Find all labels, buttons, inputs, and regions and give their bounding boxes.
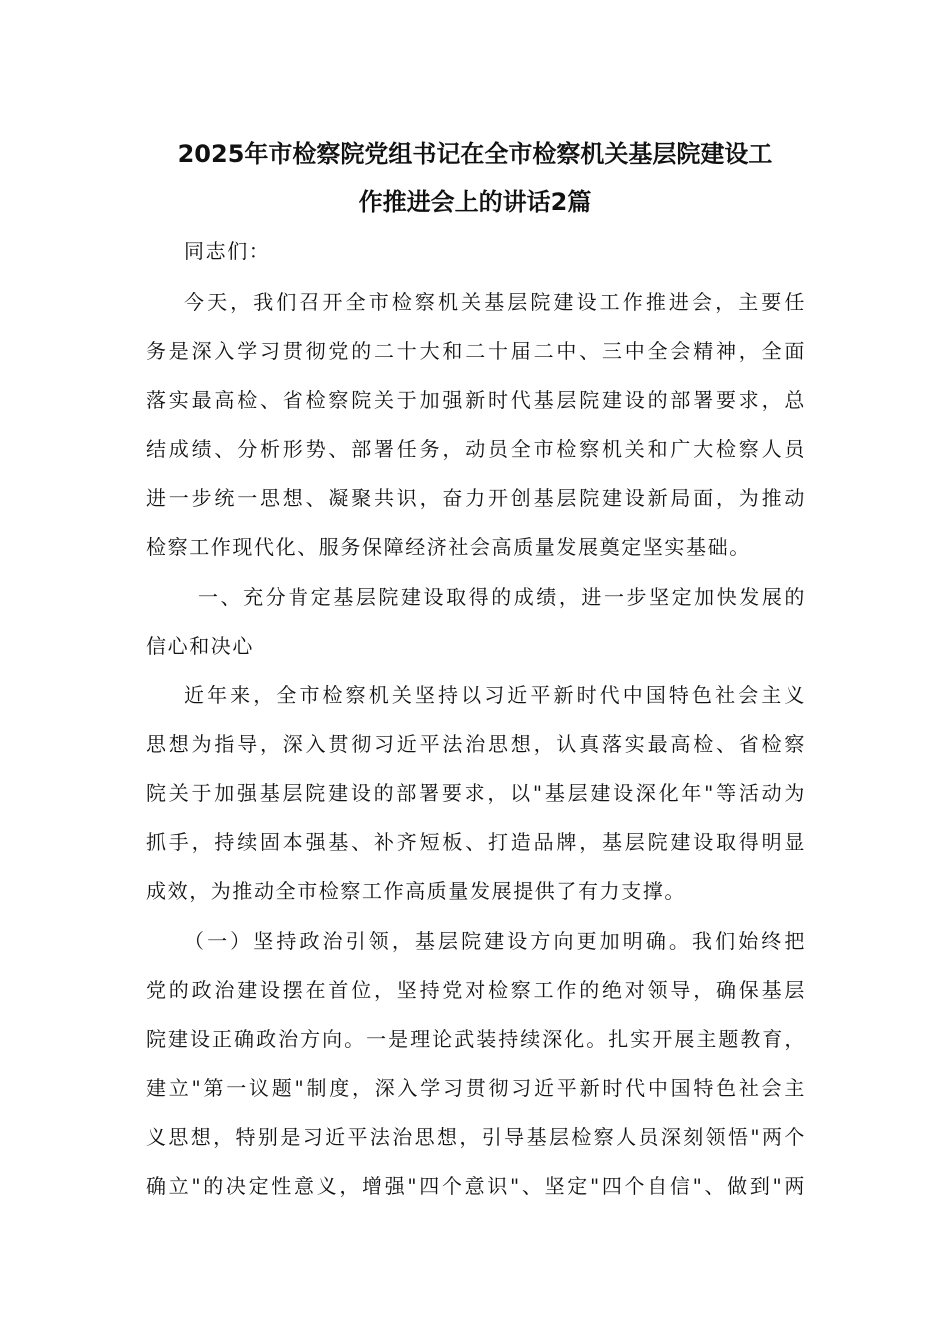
paragraph-line: 抓手，持续固本强基、补齐短板、打造品牌，基层院建设取得明显	[146, 830, 806, 854]
paragraph-line: 务是深入学习贯彻党的二十大和二十届二中、三中全会精神，全面	[146, 339, 806, 363]
paragraph-line: 确立"的决定性意义，增强"四个意识"、坚定"四个自信"、做到"两	[146, 1174, 806, 1198]
paragraph-line: 建立"第一议题"制度，深入学习贯彻习近平新时代中国特色社会主	[146, 1076, 806, 1100]
paragraph-line: （一）坚持政治引领，基层院建设方向更加明确。我们始终把	[184, 929, 806, 953]
paragraph-line: 今天，我们召开全市检察机关基层院建设工作推进会，主要任	[184, 290, 806, 314]
paragraph-line: 检察工作现代化、服务保障经济社会高质量发展奠定坚实基础。	[146, 535, 751, 559]
paragraph-line: 成效，为推动全市检察工作高质量发展提供了有力支撑。	[146, 879, 686, 903]
paragraph-2	[146, 671, 806, 916]
paragraph-3	[146, 917, 806, 1211]
heading-line: 一、充分肯定基层院建设取得的成绩，进一步坚定加快发展的	[198, 585, 806, 609]
paragraph-line: 义思想，特别是习近平法治思想，引导基层检察人员深刻领悟"两个	[146, 1125, 806, 1149]
paragraph-1	[146, 278, 806, 572]
paragraph-line: 思想为指导，深入贯彻习近平法治思想，认真落实最高检、省检察	[146, 732, 806, 756]
heading-line: 信心和决心	[146, 634, 254, 658]
paragraph-line: 院关于加强基层院建设的部署要求，以"基层建设深化年"等活动为	[146, 781, 806, 805]
paragraph-line: 进一步统一思想、凝聚共识，奋力开创基层院建设新局面，为推动	[146, 486, 806, 510]
paragraph-line: 党的政治建设摆在首位，坚持党对检察工作的绝对领导，确保基层	[146, 978, 806, 1002]
document-title-line-2: 作推进会上的讲话2篇	[358, 188, 592, 216]
paragraph-line: 院建设正确政治方向。一是理论武装持续深化。扎实开展主题教育，	[146, 1027, 806, 1051]
paragraph-line: 结成绩、分析形势、部署任务，动员全市检察机关和广大检察人员	[146, 437, 806, 461]
paragraph-line: 落实最高检、省检察院关于加强新时代基层院建设的部署要求，总	[146, 388, 806, 412]
section-heading-1	[146, 573, 806, 671]
paragraph-line: 近年来，全市检察机关坚持以习近平新时代中国特色社会主义	[184, 683, 806, 707]
document-title-line-1: 2025年市检察院党组书记在全市检察机关基层院建设工	[177, 140, 773, 168]
salutation: 同志们：	[184, 239, 271, 263]
